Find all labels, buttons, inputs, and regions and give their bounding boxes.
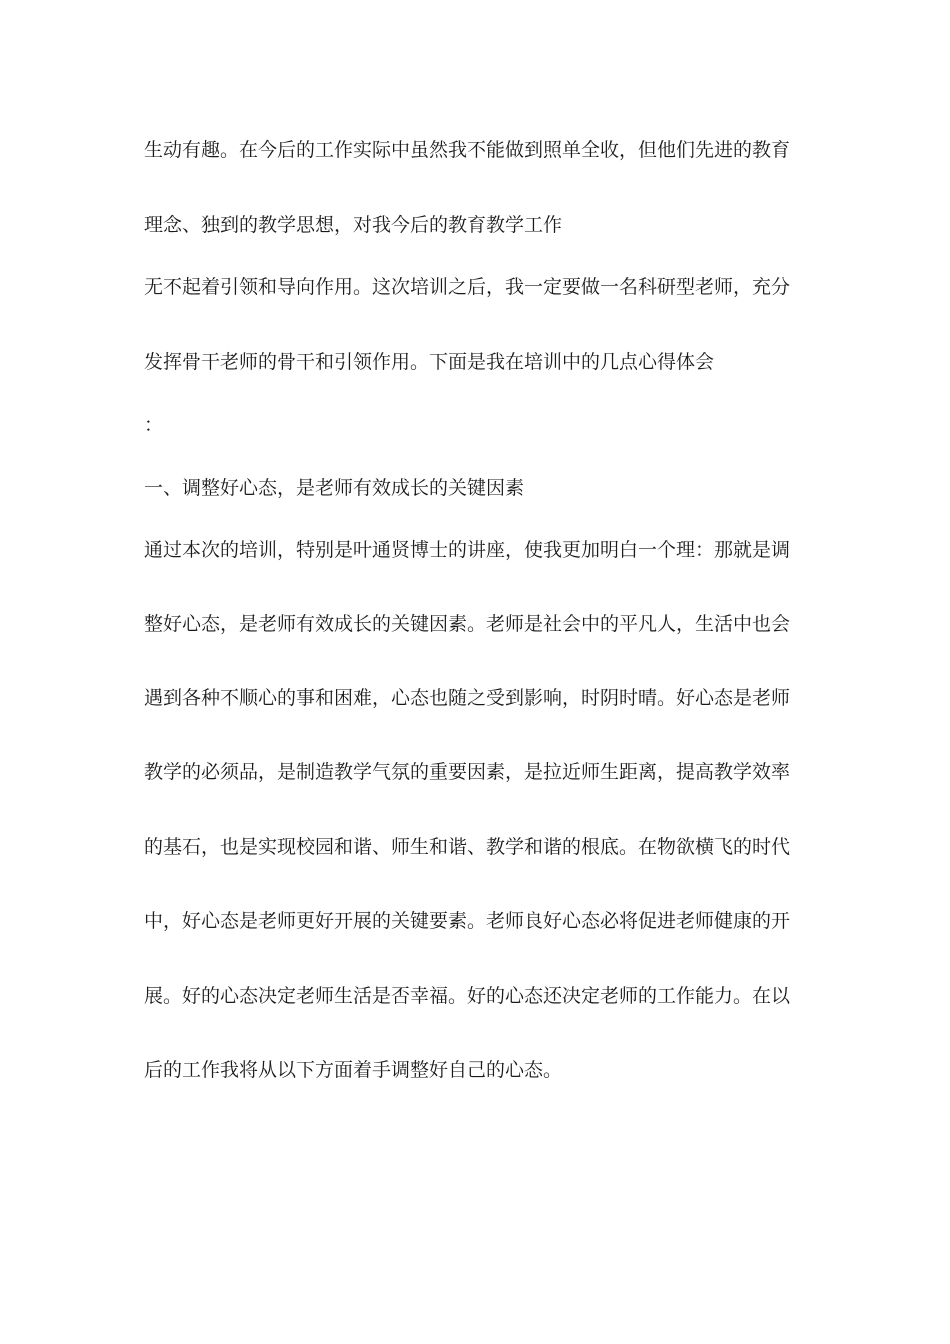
paragraph-line: 中，好心态是老师更好开展的关键要素。老师良好心态必将促进老师健康的开 bbox=[144, 910, 791, 932]
paragraph-line: 教学的必须品，是制造教学气氛的重要因素，是拉近师生距离，提高教学效率 bbox=[144, 761, 791, 783]
paragraph-line: 通过本次的培训，特别是叶通贤博士的讲座，使我更加明白一个理：那就是调 bbox=[144, 539, 791, 561]
section-heading: 一、调整好心态，是老师有效成长的关键因素 bbox=[144, 477, 525, 499]
paragraph-line: 展。好的心态决定老师生活是否幸福。好的心态还决定老师的工作能力。在以 bbox=[144, 985, 791, 1007]
paragraph-line: 遇到各种不顺心的事和困难，心态也随之受到影响，时阴时晴。好心态是老师 bbox=[144, 687, 791, 709]
paragraph-line: 后的工作我将从以下方面着手调整好自己的心态。 bbox=[144, 1059, 563, 1081]
paragraph-line-colon: ： bbox=[144, 414, 164, 436]
paragraph-line: 理念、独到的教学思想，对我今后的教育教学工作 bbox=[144, 214, 563, 236]
paragraph-line: 无不起着引领和导向作用。这次培训之后，我一定要做一名科研型老师，充分 bbox=[144, 276, 791, 298]
paragraph-line: 生动有趣。在今后的工作实际中虽然我不能做到照单全收，但他们先进的教育 bbox=[144, 139, 791, 161]
paragraph-line: 发挥骨干老师的骨干和引领作用。下面是我在培训中的几点心得体会 bbox=[144, 351, 715, 373]
paragraph-line: 整好心态，是老师有效成长的关键因素。老师是社会中的平凡人，生活中也会 bbox=[144, 613, 791, 635]
paragraph-line: 的基石，也是实现校园和谐、师生和谐、教学和谐的根底。在物欲横飞的时代 bbox=[144, 836, 791, 858]
